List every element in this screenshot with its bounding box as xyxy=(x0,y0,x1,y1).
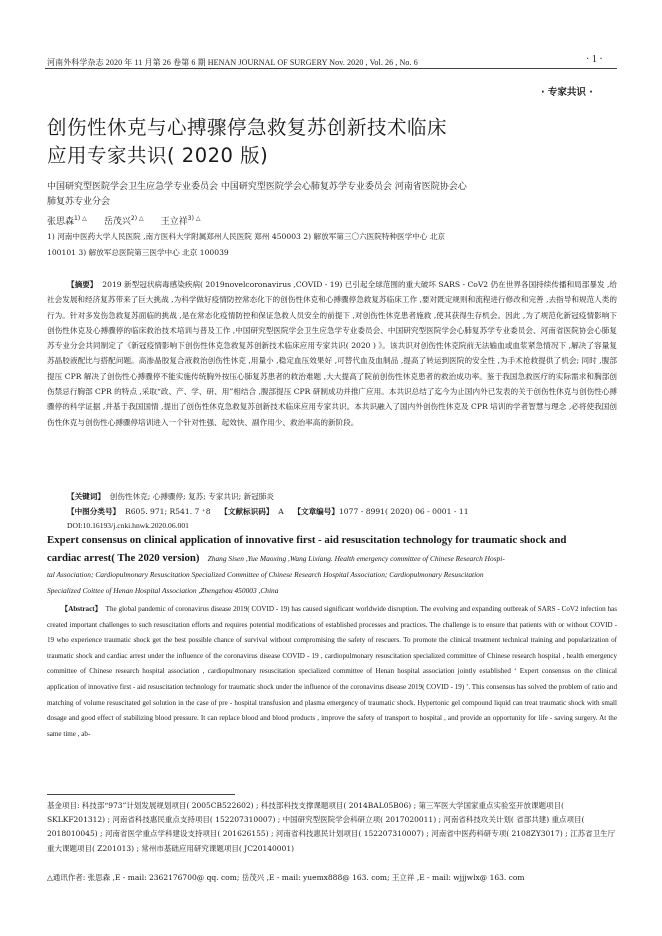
title-line-2: 应用专家共识( 2020 版) xyxy=(47,144,269,167)
organization-list xyxy=(47,180,617,209)
author-mark: 2) △ xyxy=(130,215,144,222)
english-authors: Zhang Sisen ,Yue Maoxing ,Wang Lixiang. Health emergency committee of Chinese Research Hospi- xyxy=(207,554,505,563)
english-abstract xyxy=(47,602,617,742)
author-affiliations xyxy=(47,229,617,261)
author-affiliation-line-1: 1) 河南中医药大学人民医院 ,南方医科大学附属郑州人民医院 郑州 450003 2) 解放军第三〇六医院特种医学中心 北京 xyxy=(47,232,446,241)
organization-line-1: 中国研究型医院学会卫生应急学专业委员会 中国研究型医院学会心肺复苏学专业委员会 河南省医院协会心 xyxy=(47,182,467,192)
organization-line-2: 肺复苏专业分会 xyxy=(47,196,111,207)
keywords-text: 创伤性休克; 心搏骤停; 复苏; 专家共识; 新冠肺炎 xyxy=(109,492,274,501)
english-title-line-1: Expert consensus on clinical application of innovative first - aid resuscitation technology for traumatic shock and xyxy=(47,534,567,546)
author-name: 王立祥 xyxy=(160,217,188,227)
doc-code-text: A xyxy=(278,507,284,516)
classification-label: 【中图分类号】 xyxy=(67,507,121,516)
section-tag: · 专家共识 · xyxy=(541,87,593,98)
footnote-rule xyxy=(47,794,235,795)
funding-footnote: 基金项目: 科技部“973”计划发展规划项目( 2005CB522602) ; 科技部科技支撑课题项目( 2014BAL05B06) ; 第三军医大学国家重点实验室开放课题项目( SKLKF201312) ; 河南省科技惠民重点支持项目( 152207310007) ; 中国研究型医院学会科研立项( 2017020011) ; 河南省科技攻关计划( 省部共建) 重点项目( 2018010045) ; 河南省医学重点学科建设支持项目( 201626155) ; 河南省科技惠民计划项目( 152207310007) ; 河南省中医药科研专项( 2108ZY3017) ; 江苏省卫生厅重大课题项目( Z201013) ; 常州市基础应用研究课题项目( JC20140001) xyxy=(47,801,616,853)
author-name: 岳茂兴 xyxy=(103,217,131,227)
author-mark: 1) △ xyxy=(74,215,87,222)
english-title-line-2: cardiac arrest( The 2020 version) xyxy=(47,552,200,564)
author-mark: 3) △ xyxy=(187,215,201,222)
english-affiliations xyxy=(47,567,617,599)
article-number-label: 【文章编号】 xyxy=(293,507,339,516)
author-list xyxy=(47,214,200,227)
abstract-label: 【摘要】 xyxy=(67,280,98,289)
keywords xyxy=(67,491,617,502)
doi: DOI:10.16193/j.cnki.hnwk.2020.06.001 xyxy=(67,521,189,530)
doc-code-label: 【文献标识码】 xyxy=(220,507,274,516)
title-line-1: 创伤性休克与心搏骤停急救复苏创新技术临床 xyxy=(47,116,448,139)
author-affiliation-line-2: 100101 3) 解放军总医院第三医学中心 北京 100039 xyxy=(47,248,229,257)
page-number: · 1 · xyxy=(586,54,603,65)
classification-line xyxy=(67,506,617,517)
english-abstract-label: 【Abstract】 xyxy=(61,605,102,613)
chinese-abstract xyxy=(47,277,617,430)
article-title xyxy=(47,114,607,170)
author-name: 张思森 xyxy=(47,217,75,227)
running-head: 河南外科学杂志 2020 年 11 月第 26 卷第 6 期 HENAN JOURNAL OF SURGERY Nov. 2020 , Vol. 26 , No. 6 xyxy=(47,58,418,67)
abstract-text: 2019 新型冠状病毒感染疾病( 2019novelcoronavirus ,COVID - 19) 已引起全球范围的重大破坏 SARS - CoV2 仍在世界各国持续传播和局部暴发 ,给社会发展和经济复苏带来了巨大挑战 ,为科学做好疫情防控常态化下的创伤性休克和心搏骤停急救复苏临床工作 ,要对既定规则和流程进行修改和完善 ,去指导和规范人类的行为。针对多发伤急救复苏面临的挑战 ,是在常态化疫情防控和保证急救人员安全的前提下 ,对创伤性休克患者施救 ,使其获得生存机会。因此 ,为了规范化新冠疫情影响下创伤性休克及心搏骤停的临床救治技术培训与普及工作 ,中国研究型医院学会卫生应急学专业委员会、中国研究型医院学会心肺复苏学专业委员会、河南省医院协会心肺复苏专业分会共同制定了《新冠疫情影响下创伤性休克急救复苏创新技术临床应用专家共识( 2020 ) 》。该共识对创伤性休克院前无法输血或血浆紧急情况下 ,解决了容量复苏晶胶液配比与搭配问题。高渗晶胶复合液救治创伤性休克 ,用量小 ,稳定血压效果好 ,可替代血及血制品 ,提高了转运到医院的安全性 ,为手术抢救提供了机会; 同时 ,腹部提压 CPR 解决了创伤性心搏骤停不能实施传统胸外按压心肺复苏患者的救治难题 ,大大提高了院前创伤性休克患者的救治成功率。鉴于我国急救医疗的实际需求和胸部创伤禁忌行胸部 CPR 的特点 ,采取“政、产、学、研、用”相结合 ,腹部提压 CPR 研制成功并推广应用。本共识总结了迄今为止国内外已发表的关于创伤性休克与创伤性心搏骤停的科学证据 ,并基于我国国情 ,提出了创伤性休克急救复苏创新技术临床应用专家共识。本共识融入了国内外创伤性休克及 CPR 培训的学者智慧与理念 ,必将使我国创伤性休克与创伤性心搏骤停培训进入一个针对性强、起效快、副作用少、救治率高的新阶段。 xyxy=(47,280,618,427)
article-number-text: 1077 - 8991( 2020) 06 - 0001 - 11 xyxy=(338,507,469,516)
corresponding-author-footnote: △通讯作者: 张思森 ,E - mail: 2362176700@ qq. com; 岳茂兴 ,E - mail: yuemx888@ 163. com; 王立祥 ,E - mail: wjjjwlx@ 163. com xyxy=(47,873,525,882)
english-title xyxy=(47,531,617,568)
english-abstract-text: The global pandemic of coronavirus disease 2019( COVID - 19) has caused significant worldwide disruption. The evolving and expanding outbreak of SARS - CoV2 infection has created important challenges to such resuscitation efforts and requires potential modifications of established processes and practices. The challenge is to ensure that patients with or without COVID - 19 who experience traumatic shock get the best possible chance of survival without compromising the safety of rescuers. To promote the clinical treatment technical training and popularization of traumatic shock and cardiac arrest under the influence of the coronavirus disease COVID - 19 , cardiopulmonary resuscitation specialized committee of Chinese research hospital , health emergency committee of Chinese research hospital association , cardiopulmonary resuscitation specialized committee of Henan hospital association jointly established ‘ Expert consensus on the clinical application of innovative first - aid resuscitation technology for traumatic shock under the influence of the coronavirus disease 2019( COVID - 19) ’. This consensus has solved the problem of ratio and matching of volume resuscitated gel solution in the case of pre - hospital transfusion and plasma emergency of traumatic shock. Hypertonic gel compound liquid can treat traumatic shock with small dosage and good effect of stabilizing blood pressure. It can replace blood and blood products , improve the safety of transport to hospital , and provide an opportunity for life - saving surgery. At the same time , ab- xyxy=(47,605,618,738)
header-rule xyxy=(45,68,617,69)
keywords-label: 【关键词】 xyxy=(67,492,105,501)
english-affiliation-line-1: tal Association; Cardiopulmonary Resuscitation Specialized Committee of Chinese Research Hospital Association; Cardiopulmonary Resuscitation xyxy=(47,570,484,579)
english-affiliation-line-2: Specialized Coittee of Henan Hospital Association ,Zhengzhou 450003 ,China xyxy=(47,586,279,595)
classification-text: R605. 971; R541. 7 ⁺8 xyxy=(124,507,211,516)
